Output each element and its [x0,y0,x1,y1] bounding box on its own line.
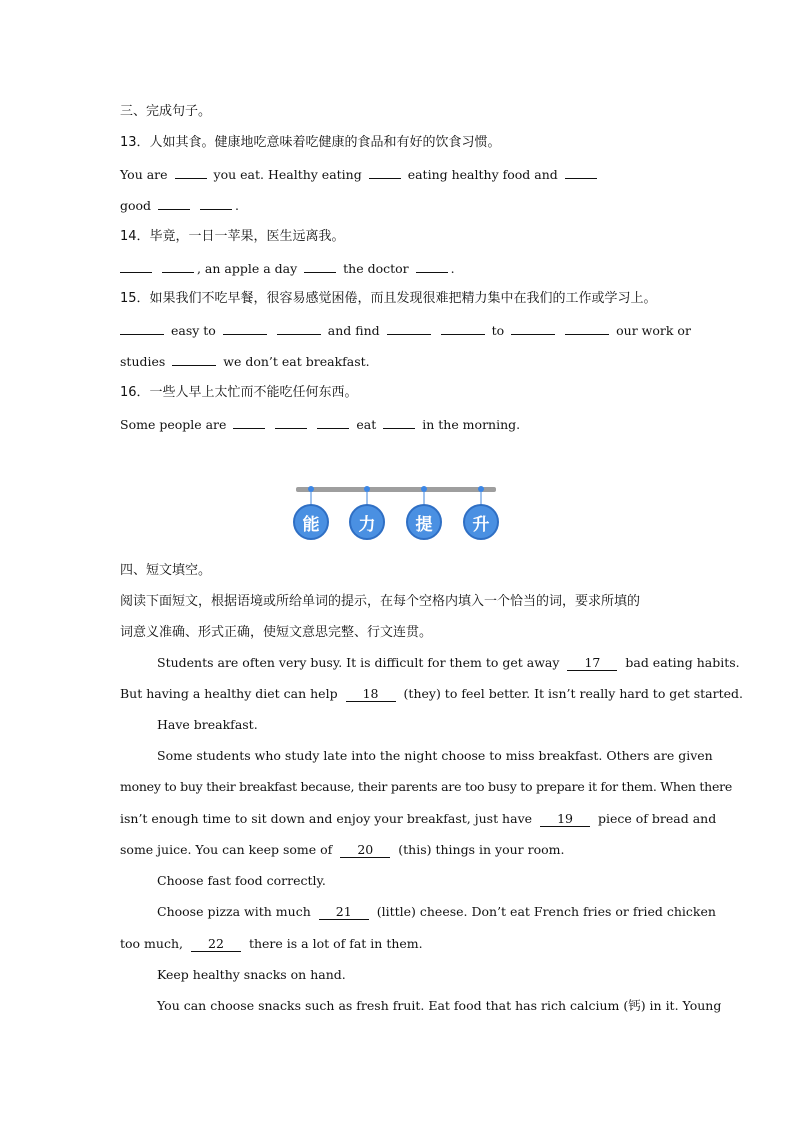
passage-line: Some students who study late into the night choose to miss breakfast. Others are given [157,748,713,763]
passage-text: there is a lot of fat in them. [248,936,423,951]
subheading-have-breakfast: Have breakfast. [157,717,258,732]
passage-text: too much, [120,936,183,951]
ability-improvement-banner [290,482,502,544]
passage-text: bad eating habits. [625,655,740,670]
answer-blank[interactable] [317,414,349,429]
banner-hanging-bar [296,487,496,492]
answer-blank[interactable] [369,164,401,179]
answer-blank[interactable] [120,320,164,335]
q16-text: Some people are [120,417,227,432]
passage-text: Students are often very busy. It is difficult for them to get away [157,655,560,670]
q14-text: the doctor [343,261,409,276]
instructions-line-2: 词意义准确、形式正确，使短文意思完整、行文连贯。 [120,625,433,640]
passage-text: piece of bread and [598,811,717,826]
q13-text: You are [120,167,168,182]
answer-blank[interactable] [383,414,415,429]
q16-text: in the morning. [422,417,521,432]
banner-char-circle: 提 [406,504,442,540]
banner-char-circle: 力 [349,504,385,540]
q13-text: you eat. Healthy eating [213,167,362,182]
q15-chinese: 15．如果我们不吃早餐，很容易感觉困倦，而且发现很难把精力集中在我们的工作或学习上。 [120,291,657,306]
instructions-line-1: 阅读下面短文，根据语境或所给单词的提示，在每个空格内填入一个恰当的词，要求所填的 [120,594,641,609]
subheading-fast-food: Choose fast food correctly. [157,873,326,888]
answer-blank[interactable] [416,258,448,273]
banner-char-circle: 升 [463,504,499,540]
q15-text: to [491,323,505,338]
answer-blank[interactable] [172,351,216,366]
passage-text: (they) to feel better. It isn’t really hard to get started. [403,686,743,701]
q13-line-1 [120,164,676,185]
passage-line [157,653,740,673]
q15-text: our work or [616,323,691,338]
passage-line: money to buy their breakfast because, their parents are too busy to prepare it for them. When there [120,779,732,794]
section-4-heading: 四、短文填空。 [120,563,212,578]
passage-text: (little) cheese. Don’t eat French fries or fried chicken [376,904,716,919]
q14-line [120,258,676,279]
blank-22[interactable]: 22 [191,936,241,952]
answer-blank[interactable] [175,164,207,179]
answer-blank[interactable] [565,164,597,179]
q15-text: we don’t eat breakfast. [223,354,370,369]
answer-blank[interactable] [441,320,485,335]
blank-17[interactable]: 17 [567,655,617,671]
blank-20[interactable]: 20 [340,842,390,858]
section-3-heading: 三、完成句子。 [120,104,212,119]
passage-text: (this) things in your room. [398,842,565,857]
q13-chinese: 13．人如其食。健康地吃意味着吃健康的食品和有好的饮食习惯。 [120,135,501,150]
answer-blank[interactable] [511,320,555,335]
banner-stem [423,490,425,504]
passage-line [120,934,676,954]
passage-line: You can choose snacks such as fresh fruit. Eat food that has rich calcium (钙) in it. Young [157,998,722,1013]
q13-line-2 [120,195,676,216]
banner-dot [308,486,314,492]
subheading-healthy-snacks: Keep healthy snacks on hand. [157,967,346,982]
banner-dot [364,486,370,492]
q13-text: . [235,198,240,213]
blank-18[interactable]: 18 [346,686,396,702]
q15-text: easy to [170,323,216,338]
banner-stem [366,490,368,504]
answer-blank[interactable] [304,258,336,273]
q15-line-1 [120,320,691,341]
answer-blank[interactable] [277,320,321,335]
q15-text: and find [327,323,380,338]
blank-19[interactable]: 19 [540,811,590,827]
answer-blank[interactable] [162,258,194,273]
answer-blank[interactable] [158,195,190,210]
passage-line [120,840,676,860]
banner-char-circle: 能 [293,504,329,540]
banner-dot [478,486,484,492]
q13-text: eating healthy food and [407,167,558,182]
answer-blank[interactable] [120,258,152,273]
q15-text: studies [120,354,166,369]
answer-blank[interactable] [387,320,431,335]
banner-dot [421,486,427,492]
q16-chinese: 16．一些人早上太忙而不能吃任何东西。 [120,385,358,400]
q14-chinese: 14．毕竟，一日一苹果，医生远离我。 [120,229,345,244]
passage-text: Choose pizza with much [157,904,311,919]
q16-line [120,414,676,435]
passage-text: But having a healthy diet can help [120,686,338,701]
passage-text: some juice. You can keep some of [120,842,333,857]
blank-21[interactable]: 21 [319,904,369,920]
q15-line-2 [120,351,676,372]
q16-text: eat [356,417,377,432]
q14-text: . [450,261,455,276]
banner-stem [480,490,482,504]
answer-blank[interactable] [233,414,265,429]
passage-line [120,809,717,829]
q14-text: , an apple a day [196,261,298,276]
answer-blank[interactable] [275,414,307,429]
answer-blank[interactable] [223,320,267,335]
passage-line [157,902,716,922]
passage-line [120,684,743,704]
answer-blank[interactable] [200,195,232,210]
q13-text: good [120,198,152,213]
banner-stem [310,490,312,504]
answer-blank[interactable] [565,320,609,335]
passage-text: isn’t enough time to sit down and enjoy your breakfast, just have [120,811,533,826]
